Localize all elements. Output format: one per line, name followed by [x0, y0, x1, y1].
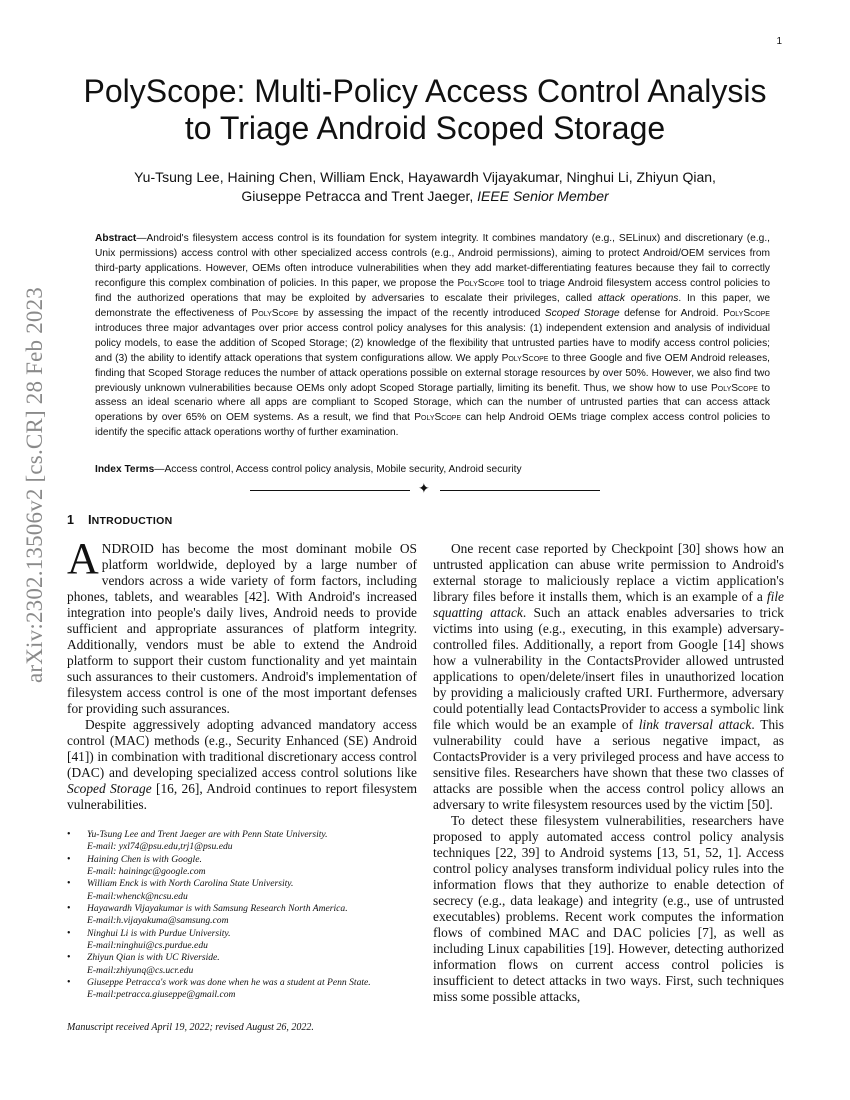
term-scoped-storage: Scoped Storage: [544, 307, 620, 319]
bullet-icon: •: [67, 952, 71, 964]
bullet-icon: •: [67, 853, 71, 865]
bullet-icon: •: [67, 878, 71, 890]
title-line-2: to Triage Android Scoped Storage: [184, 110, 666, 146]
footnote-email: E-mail:whenck@ncsu.edu: [87, 890, 188, 902]
small-caps-start: NDROID: [101, 541, 154, 556]
term-attack-operations: attack operations: [597, 292, 679, 304]
tool-name: PolyScope: [457, 277, 505, 289]
index-terms-label: Index Terms: [95, 464, 155, 475]
section-title-initial: I: [87, 512, 92, 527]
index-terms: [95, 463, 770, 477]
paragraph-text: [16, 26], Android continues to report filesystem vulnerabilities.: [67, 781, 418, 812]
paragraph-text: . This vulnerability could have a serious negative impact, as ContactsProvider is a very privileged process and have access to sensitive files. Researchers have shown that these two classes of attacks are possible when the access control policy allows an adversary to write filesystem resources used by the victim [50].: [433, 717, 784, 812]
author-membership: IEEE Senior Member: [477, 188, 609, 204]
footnote-item: [67, 977, 427, 1002]
manuscript-note: Manuscript received April 19, 2022; revised August 26, 2022.: [67, 1022, 314, 1033]
abstract-part: to assess an ideal scenario where all apps are compliant to Scoped Storage, which can the number of untrusted parties that can access attack operations by over 65% on OEM systems. As a result, we find that: [95, 382, 770, 424]
section-divider: [250, 481, 600, 497]
footnote-email: E-mail:zhiyunq@cs.ucr.edu: [87, 964, 194, 976]
author-line-2: [60, 187, 790, 206]
paragraph-text: One recent case reported by Checkpoint [30] shows how an untrusted application can abuse write permission to Android's external storage to maliciously replace a victim application's library files before it installs them, which is an example of a: [433, 541, 784, 604]
paragraph-text: has become the most dominant mobile OS platform worldwide, deployed by a large number of vendors across a wide variety of form factors, including phones, tablets, and wearables [42]. With Android's increased integration into people's daily lives, Android needs to provide sufficient and appropriate assurances of platform integrity. Additionally, vendors must be able to extend the Android platform to support their custom functionality and yet maintain such assurances to their customers. Android's implementation of filesystem access control is one of the most important defenses for providing such assurances.: [67, 541, 417, 716]
footnote-affiliation: William Enck is with North Carolina State University.: [87, 878, 294, 890]
index-terms-dash: —: [154, 464, 165, 475]
bullet-icon: •: [67, 829, 71, 840]
paragraph: [433, 541, 784, 813]
divider-star-icon: ✦: [418, 481, 430, 497]
abstract: [95, 232, 770, 441]
paragraph-text: . Such an attack enables adversaries to trick victims into using (e.g., executing, in this example) adversary-controlled files. Additionally, a report from Google [14] shows how a vulnerability in the ContactsProvider allowed untrusted applications to open/delete/insert files in unauthorized location by providing a maliciously crafted URI. Furthermore, adversary could potentially lead ContactsProvider to access a symbolic link file which would be an example of: [433, 605, 785, 732]
footnote-email: E-mail:ninghui@cs.purdue.edu: [87, 940, 208, 952]
abstract-text: [95, 232, 770, 441]
abstract-part: to three Google and five OEM Android releases, finding that Scoped Storage reduces the number of attack operations possible on external storage resources by over 50%. However, we also find two previously unknown vulnerabilities because OEMs only adopt Scoped Storage partially, limiting its benefit. Thus, we show how to use: [95, 352, 770, 394]
emphasis: link traversal attack: [638, 717, 752, 732]
author-names: Giuseppe Petracca and Trent Jaeger,: [241, 188, 478, 204]
bullet-icon: •: [67, 903, 71, 915]
emphasis: file squatting attack: [433, 589, 784, 620]
footnote-item: [67, 903, 427, 928]
section-number: 1: [67, 513, 74, 527]
paragraph: To detect these filesystem vulnerabilities, researchers have proposed to apply automated access control policy analysis techniques [22, 39] to Android systems [13, 51, 52, 1]. Access control policy analyses transform individual policy rules into the information flows that they authorize to enable detection of secrecy (e.g., data leakage) and integrity (e.g., use of untrusted executables) problems. Recent work computes the information flows of combined MAC and DAC policies [7], as well as including Linux capabilities [19]. However, detecting authorized information flows on current access control policies is insufficient to detect attacks in two ways. First, such techniques miss some possible attacks,: [433, 813, 784, 1004]
abstract-part: can help Android OEMs triage complex access control policies to identify the specific attack operations worthy of further examination.: [95, 412, 770, 439]
footnote-email: E-mail: yxl74@psu.edu,trj1@psu.edu: [87, 841, 233, 853]
footnote-affiliation: Yu-Tsung Lee and Trent Jaeger are with Penn State University.: [87, 829, 328, 840]
drop-cap: A: [67, 534, 99, 583]
abstract-part: by assessing the impact of the recently introduced: [298, 307, 545, 319]
footnote-affiliation: Haining Chen is with Google.: [87, 853, 202, 865]
divider-line-right: [440, 490, 600, 491]
bullet-icon: •: [67, 927, 71, 939]
footnote-item: [67, 952, 427, 977]
footnote-email: E-mail:h.vijayakuma@samsung.com: [87, 915, 229, 927]
abstract-dash: —: [136, 233, 147, 244]
footnote-affiliation: Giuseppe Petracca's work was done when he was a student at Penn State.: [87, 977, 371, 989]
footnote-affiliation: Ninghui Li is with Purdue University.: [87, 927, 231, 939]
footnote-affiliation: Zhiyun Qian is with UC Riverside.: [87, 952, 220, 964]
left-column: [67, 534, 418, 813]
index-terms-text: Access control, Access control policy analysis, Mobile security, Android security: [164, 464, 522, 475]
author-line-1: Yu-Tsung Lee, Haining Chen, William Enck, Hayawardh Vijayakumar, Ninghui Li, Zhiyun Qian,: [134, 169, 716, 185]
right-column: [433, 541, 784, 1005]
paper-title: [40, 73, 810, 147]
page-number: 1: [776, 36, 782, 47]
footnote-affiliation: Hayawardh Vijayakumar is with Samsung Research North America.: [87, 903, 348, 915]
footnote-item: [67, 829, 427, 854]
bullet-icon: •: [67, 977, 71, 989]
footnote-item: [67, 928, 427, 953]
paragraph: [67, 717, 417, 813]
tool-name: PolyScope: [251, 307, 299, 319]
tool-name: PolyScope: [501, 352, 549, 364]
section-title-rest: NTRODUCTION: [91, 515, 173, 527]
tool-name: PolyScope: [414, 412, 462, 424]
affiliation-footnotes: [67, 829, 427, 1002]
tool-name: PolyScope: [723, 307, 770, 319]
footnote-email: E-mail: hainingc@google.com: [87, 866, 206, 878]
abstract-part: defense for Android.: [619, 307, 724, 319]
author-list: [60, 168, 790, 206]
abstract-part: introduces three major advantages over prior access control policy analyses for this analysis: (1) independent extension and analysis of individual policy models, to ease the addition of Scoped Storage; (2) knowledge of the flexibility that untrusted parties have to modify access control policies; and (3) the ability to identify attack operations that system configurations allow. We apply: [95, 322, 770, 364]
paragraph-text: Despite aggressively adopting advanced mandatory access control (MAC) methods (e.g., Security Enhanced (SE) Android [41]) in combination with traditional discretionary access control (DAC) and developing specialized access control solutions like: [67, 717, 417, 780]
arxiv-identifier: [10, 286, 60, 684]
abstract-part: . In this paper, we demonstrate the effectiveness of: [95, 292, 770, 319]
footnote-item: [67, 878, 427, 903]
paragraph: [67, 534, 417, 717]
tool-name: PolyScope: [710, 382, 758, 394]
section-heading: [67, 512, 172, 527]
footnote-email: E-mail:petracca.giuseppe@gmail.com: [87, 989, 236, 1001]
emphasis: Scoped Storage: [67, 781, 152, 796]
abstract-part: Android's filesystem access control is its foundation for system integrity. It combines mandatory (e.g., SELinux) and discretionary (e.g., Unix permissions) access control with other specialized access controls (e.g., Android permissions), aiming to protect Android/OEM services from third-party applications. However, OEMs often introduce vulnerabilities when they add market-differentiating features because they fail to correctly reconfigure this complex combination of policies. In this paper, we propose the: [95, 233, 770, 289]
arxiv-identifier-text: arXiv:2302.13506v2 [cs.CR] 28 Feb 2023: [22, 286, 47, 684]
title-line-1: PolyScope: Multi-Policy Access Control Analysis: [83, 73, 767, 109]
abstract-label: Abstract: [95, 233, 137, 244]
footnote-item: [67, 854, 427, 879]
divider-line-left: [250, 490, 410, 491]
abstract-part: tool to triage Android filesystem access control policies to find the authorized operations that may be exploited by adversaries to escalate their privileges, called: [95, 277, 770, 304]
